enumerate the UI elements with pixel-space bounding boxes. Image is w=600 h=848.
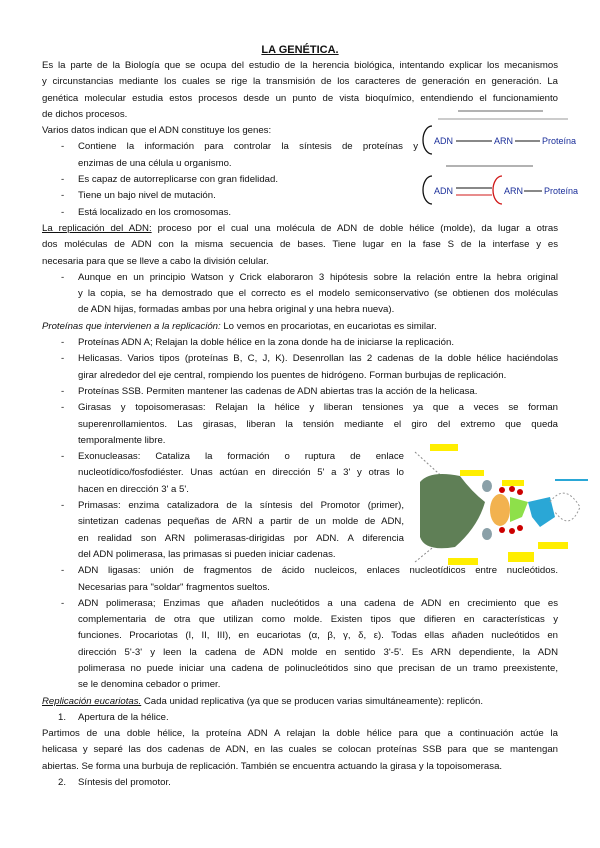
proteinas-heading: Proteínas que intervienen a la replicación: Lo vemos en procariotas, en eucariotas es similar.: [42, 320, 437, 332]
text-line: Necesarias para "soldar" fragmentos sueltos.: [78, 581, 270, 593]
text-line: - ADN polimerasa; Enzimas que añaden nucleótidos a una cadena de ADN en crecimiento que es: [78, 597, 558, 609]
text-line: - Exonucleasas: Cataliza la formación o ruptura de enlace: [78, 451, 404, 463]
replicacion-bullet: [78, 270, 558, 319]
step-2: 2. Síntesis del promotor.: [58, 777, 171, 789]
text-line: - Contiene la información para controlar la síntesis de proteínas y: [78, 141, 418, 153]
text-line: girar alrededor del eje central, rompiendo los puentes de hidrógeno. Forman burbujas de replicación.: [78, 369, 507, 381]
svg-text:ADN: ADN: [434, 186, 454, 196]
text-line: y la copia, se ha demostrado que el correcto es el modelo semiconservativo (se obtienen dos moléculas: [78, 288, 558, 300]
text-line: - Tiene un bajo nivel de mutación.: [78, 190, 216, 202]
text-line: dirección 5'-3' y leen la cadena de ADN molde en sentido 3'-5'. Es ARN dependiente, la ADN: [78, 646, 558, 658]
text-line: Es la parte de la Biología que se ocupa del estudio de la herencia biológica, intentando explicar los mecanismos: [42, 60, 558, 71]
list-item: [78, 351, 558, 384]
replication-fork-figure: [410, 442, 590, 570]
label-proteina: Proteína: [542, 136, 577, 146]
text-line: complementaria de otra que utilizan como molde. Existen tipos que difieren en características y: [78, 614, 558, 626]
central-dogma-figure: [418, 106, 588, 218]
helicase-shape: [420, 474, 485, 548]
text-line: funciones. Procariotas (I, II, III), en eucariotas (α, β, γ, δ, ε). Todas ellas añaden nucleótidos en: [78, 630, 558, 642]
text-line: del ADN polimerasa, las primasas si pueden iniciar cadenas.: [78, 548, 336, 560]
eucariotas-heading: Replicación eucariotas. Cada unidad replicativa (ya que se producen varias simultáneamente): replicón.: [42, 695, 484, 707]
text-line: helicasa y separé las dos cadenas de ADN, en las cuales se colocan proteínas SSB para que se mantengan: [42, 744, 558, 756]
label-arn: ARN: [494, 136, 514, 146]
text-line: - Girasas y topoisomerasas: Relajan la hélice y liberan tensiones ya que a veces se forman: [78, 402, 558, 414]
text-line: se le denomina cebador o primer.: [78, 679, 221, 691]
text-line: hacen en dirección 3' a 5'.: [78, 483, 189, 495]
section-heading: Proteínas que intervienen a la replicación:: [42, 320, 221, 332]
text-line: - Primasas: enzima catalizadora de la síntesis del Promotor (primer),: [78, 500, 404, 512]
text-line: nucleotídico/fosfodiéster. Unas actúan en dirección 5' a 3' y otras lo: [78, 467, 404, 479]
text-line: - Proteínas ADN A; Relajan la doble hélice en la zona donde ha de iniciarse la replicación.: [78, 337, 454, 349]
text-line: y circunstancias mediante los cuales se rige la transmisión de los caracteres de generación en generación. La: [42, 76, 558, 88]
svg-text:Proteína: Proteína: [544, 186, 579, 196]
label-adn: ADN: [434, 136, 454, 146]
text-line: - Aunque en un principio Watson y Crick elaboraron 3 hipótesis sobre la relación entre la hebra original: [78, 271, 558, 283]
text-line: - Proteínas SSB. Permiten mantener las cadenas de ADN abiertas tras la acción de la helicasa.: [78, 385, 478, 397]
text-line: La replicación del ADN: proceso por el cual una molécula de ADN de doble hélice (molde), da lugar a otras: [42, 222, 558, 234]
step-1: 1. Apertura de la hélice.: [58, 711, 169, 723]
text-line: polimerasa no puede iniciar una cadena de polinucleótidos sino que precisan de un tramo preexistente,: [78, 662, 558, 674]
svg-text:ARN: ARN: [504, 186, 524, 196]
text-line: Varios datos indican que el ADN constituye los genes:: [42, 125, 272, 137]
list-item: [78, 384, 558, 400]
text-line: - ADN ligasas: unión de fragmentos de ácido nucleicos, enlaces nucleotídicos entre nucleótidos.: [78, 565, 558, 577]
text-line: - Helicasas. Varios tipos (proteínas B, C, J, K). Desenrollan las 2 cadenas de la doble hélice haciéndolas: [78, 353, 558, 365]
text-line: Partimos de una doble hélice, la proteína ADN A relajan la doble hélice para que a continuación actúe la: [42, 728, 558, 740]
text-line: - Está localizado en los cromosomas.: [78, 206, 232, 218]
text-line: sintetizan cadenas pequeñas de ARN a partir de un molde de ADN,: [78, 516, 404, 528]
text-line: superenrollamientos. Las girasas, liberan la tensión mediante el giro del extremo que queda: [78, 418, 558, 430]
list-item: [78, 270, 558, 319]
step1-paragraph: [42, 726, 558, 775]
text-line: enzimas de una célula u organismo.: [78, 157, 232, 169]
list-item: [78, 335, 558, 351]
section-heading: La replicación del ADN:: [42, 222, 152, 234]
section-heading: Replicación eucariotas.: [42, 695, 142, 707]
text-line: - Es capaz de autorreplicarse con gran fidelidad.: [78, 174, 278, 186]
text-line: dos moléculas de ADN con la misma secuencia de bases. Tiene lugar en la fase S de la interfase y es: [42, 239, 558, 251]
text-line: abiertas. Se forma una burbuja de replicación. También se encuentra actuando la girasa y la topoisomerasa.: [42, 760, 503, 772]
text-line: genética molecular estudia estos procesos desde un punto de vista bioquímico, entendiendo el funcionamiento: [42, 92, 558, 104]
primer-shape: [510, 497, 528, 522]
text-line: de dichos procesos.: [42, 108, 128, 120]
text-line: temporalmente libre.: [78, 434, 166, 446]
text-line: de ADN hijas, formadas ambas por una hebra original y una hebra nueva).: [78, 304, 395, 316]
primase-shape: [490, 494, 510, 526]
replicacion-paragraph: [42, 221, 558, 270]
text-line: necesaria para que se lleve a cabo la división celular.: [42, 255, 269, 267]
list-item: [78, 596, 558, 694]
text-line: en realidad son ARN polimerasas-dirigidas por ADN. A diferencia: [78, 532, 404, 544]
page-title: LA GENÉTICA.: [261, 44, 339, 56]
